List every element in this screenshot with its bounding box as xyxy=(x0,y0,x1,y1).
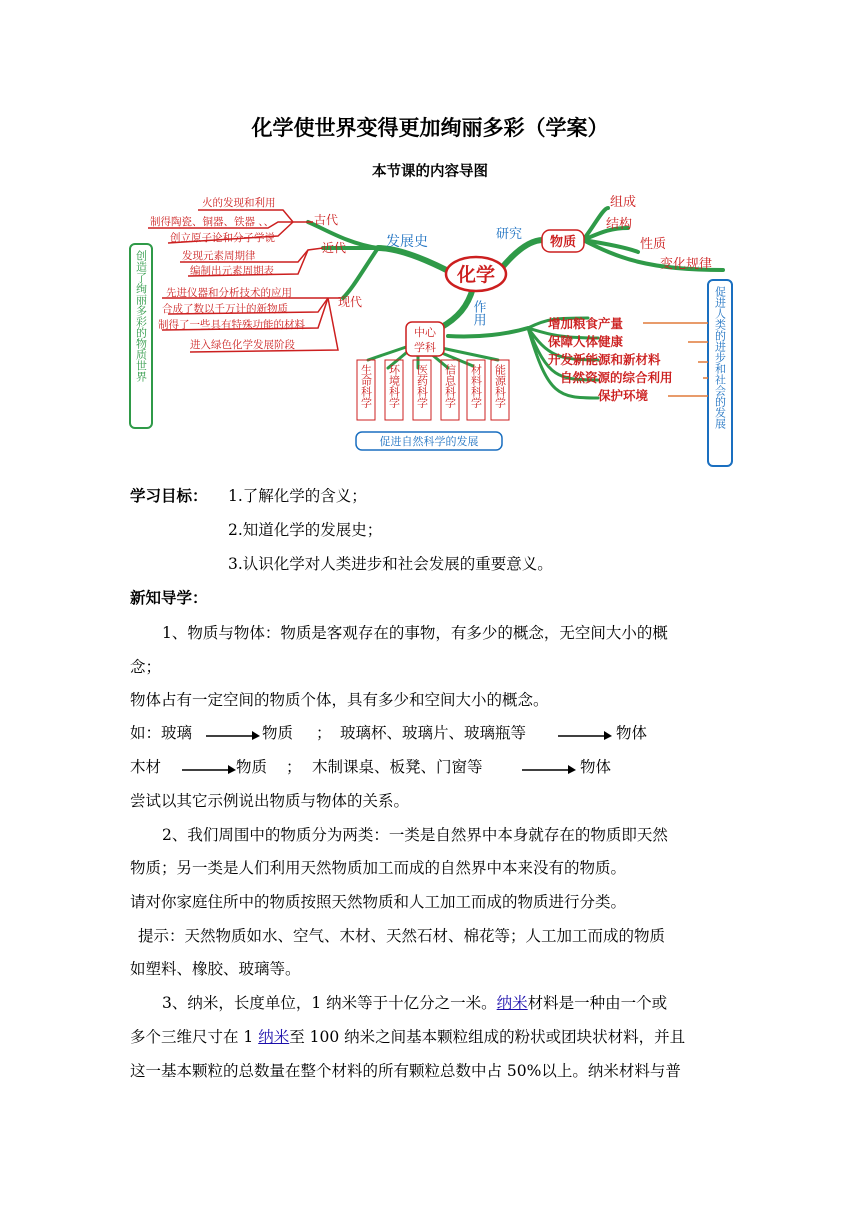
text-span: 材料是一种由一个或 xyxy=(527,994,668,1012)
paragraph: 这一基本颗粒的总数量在整个材料的所有颗粒总数中占 50%以上。纳米材料与普 xyxy=(130,1062,681,1080)
objective-item: 3.认识化学对人类进步和社会发展的重要意义。 xyxy=(228,555,553,573)
history-item: 火的发现和利用 xyxy=(202,197,276,209)
central-science-label-1: 中心 xyxy=(414,326,436,339)
arrow-icon xyxy=(206,728,260,740)
substance-items xyxy=(606,194,712,272)
paragraph: 物体占有一定空间的物质个体，具有多少和空间大小的概念。 xyxy=(130,691,549,709)
science-item: 医药科学 xyxy=(415,364,429,408)
science-frames xyxy=(357,360,509,420)
arrow-icon xyxy=(182,762,236,774)
science-item: 能源科学 xyxy=(493,364,507,408)
substance-item: 变化规律 xyxy=(660,257,713,272)
branch-study-label: 研究 xyxy=(496,227,523,242)
nanometer-link[interactable]: 纳米 xyxy=(496,994,528,1012)
paragraph: 念； xyxy=(130,658,162,676)
example-1-prefix: 如：玻璃 xyxy=(130,724,193,742)
substance-item: 性质 xyxy=(640,237,667,252)
history-item: 合成了数以千万计的新物质 xyxy=(162,303,288,315)
nanometer-link[interactable]: 纳米 xyxy=(258,1028,290,1046)
text-span: 多个三维尺寸在 1 xyxy=(130,1028,259,1046)
branch-history-label: 发展史 xyxy=(386,234,428,250)
paragraph: 如塑料、橡胶、玻璃等。 xyxy=(130,960,301,978)
substance-label: 物质 xyxy=(549,235,577,250)
example-1-objects: 玻璃杯、玻璃片、玻璃瓶等 xyxy=(340,724,527,742)
objective-item: 1.了解化学的含义； xyxy=(228,487,367,505)
paragraph: 1、物质与物体：物质是客观存在的事物，有多少的概念，无空间大小的概 xyxy=(162,624,668,642)
history-items xyxy=(150,196,305,351)
left-vertical-text: 创造了绚丽多彩的物质世界 xyxy=(134,250,148,382)
substance-item: 组成 xyxy=(610,195,637,210)
substance-item: 结构 xyxy=(606,217,633,232)
paragraph: 2、我们周围中的物质分为两类：一类是自然界中本身就存在的物质即天然 xyxy=(162,826,668,844)
history-item: 制得了一些具有特殊功能的材料 xyxy=(158,319,305,331)
ancient-label: 古代 xyxy=(314,213,339,227)
paragraph: 尝试以其它示例说出物质与物体的关系。 xyxy=(130,792,410,810)
example-1-sep: ； xyxy=(316,724,332,742)
page-subtitle: 本节课的内容导图 xyxy=(372,164,488,180)
history-item: 先进仪器和分析技术的应用 xyxy=(166,287,292,299)
example-2-prefix: 木材 xyxy=(130,758,162,776)
mind-map xyxy=(128,188,740,474)
role-item: 增加粮食产量 xyxy=(548,316,624,331)
example-2-object: 物体 xyxy=(580,758,612,776)
modern-early-label: 近代 xyxy=(322,241,347,255)
objectives-label: 学习目标： xyxy=(130,486,208,505)
science-items xyxy=(360,363,507,408)
modern-label: 现代 xyxy=(338,295,363,309)
central-science-label-2: 学科 xyxy=(414,341,436,354)
paragraph: 请对你家庭住所中的物质按照天然物质和人工加工而成的物质进行分类。 xyxy=(130,893,627,911)
paragraph xyxy=(162,991,667,1013)
objective-item: 2.知道化学的发展史； xyxy=(228,521,383,539)
bottom-box-label: 促进自然科学的发展 xyxy=(379,435,479,448)
paragraph: 物质；另一类是人们利用天然物质加工而成的自然界中本来没有的物质。 xyxy=(130,859,627,877)
example-1-object: 物体 xyxy=(616,724,648,742)
page-title: 化学使世界变得更加绚丽多彩（学案） xyxy=(251,116,609,140)
science-item: 环境科学 xyxy=(387,364,401,408)
history-item: 编制出元素周期表 xyxy=(190,265,274,277)
role-item: 保护环境 xyxy=(598,388,649,403)
history-item: 创立原子论和分子学说 xyxy=(170,232,275,244)
example-2-sep: ； xyxy=(286,758,302,776)
text-span: 3、纳米，长度单位，1 纳米等于十亿分之一米。 xyxy=(162,994,497,1012)
paragraph: 提示：天然物质如水、空气、木材、天然石材、棉花等；人工加工而成的物质 xyxy=(138,927,666,945)
history-item: 进入绿色化学发展阶段 xyxy=(190,339,295,351)
role-item: 保障人体健康 xyxy=(548,334,624,349)
science-item: 材料科学 xyxy=(469,364,483,408)
role-item: 开发新能源和新材料 xyxy=(548,352,661,367)
paragraph xyxy=(130,1025,685,1047)
science-item: 生命科学 xyxy=(359,364,373,408)
science-item: 信息科学 xyxy=(443,364,457,408)
history-item: 制得陶瓷、铜器、铁器 、、 xyxy=(150,216,275,228)
history-item: 发现元素周期律 xyxy=(182,250,256,262)
example-1-substance: 物质 xyxy=(262,724,294,742)
example-2-substance: 物质 xyxy=(236,758,268,776)
role-items xyxy=(548,316,673,403)
right-vertical-text: 促进人类的进步和社会的发展 xyxy=(713,286,727,429)
text-span: 至 100 纳米之间基本颗粒组成的粉状或团块状材料，并且 xyxy=(289,1028,686,1046)
center-label: 化学 xyxy=(456,264,496,286)
arrow-icon xyxy=(522,762,576,774)
arrow-icon xyxy=(558,728,612,740)
branch-role-label: 作用 xyxy=(470,300,486,326)
role-item: 自然资源的综合利用 xyxy=(560,370,673,385)
example-2-objects: 木制课桌、板凳、门窗等 xyxy=(312,758,483,776)
guide-label: 新知导学： xyxy=(130,588,208,607)
